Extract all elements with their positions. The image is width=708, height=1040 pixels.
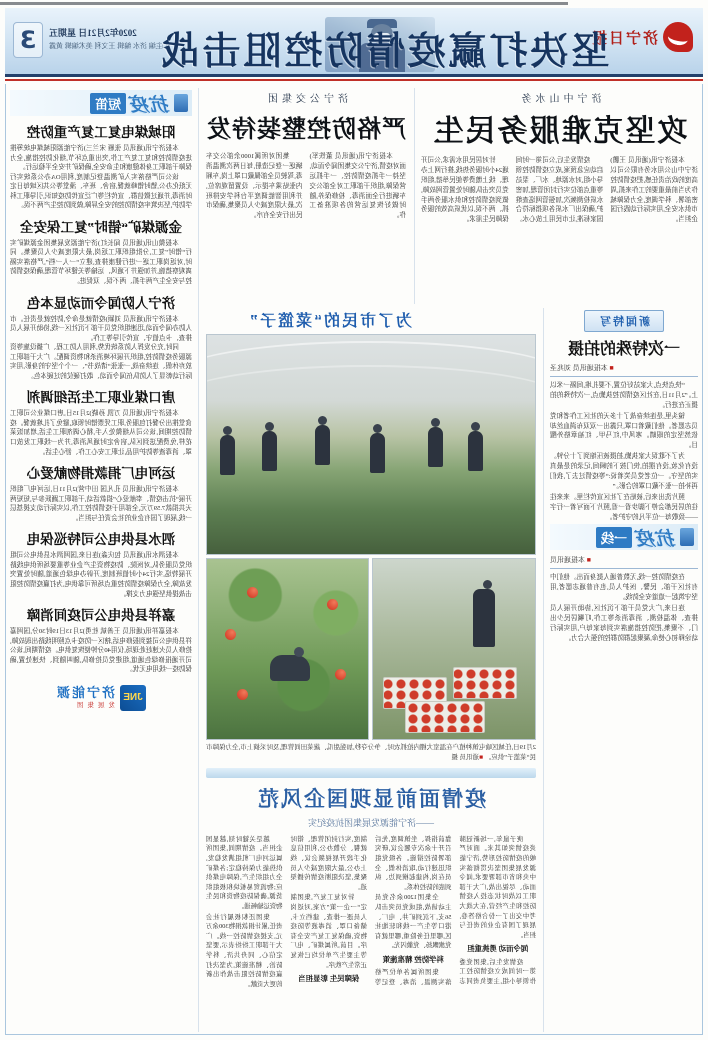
- short-article: [10, 386, 192, 457]
- section-badge-frontline: [550, 524, 698, 550]
- person-silhouette: [370, 433, 385, 473]
- short-body: 本报济宁讯(通讯员 万凯 孙晓)2月15日,唐口煤业公司职工食堂推出分餐打包服务,职工凭票错时领取,避免了扎堆就餐。疫情防控期间,该公司从细微处入手,精心调剂职工生活,增加饭菜花样,免费配送到区队,宿舍定时通风消毒,并为一线职工发放口罩、消毒液等防护用品,让职工安心工作、舒心生活。: [10, 410, 192, 456]
- editor-staff-line: □主编 济水 编辑 王文利 美术编辑 黄露: [49, 42, 167, 51]
- tomato-shape: [238, 689, 249, 700]
- badge-part2: 一线: [596, 527, 632, 548]
- short-body: 本报微山讯(通讯员 闻长红)济宁能源发展集团金源煤矿实行“错时”复工,分批组织职工返岗,最大限度减少人员聚集。同时,对返岗职工逐一进行健康排查,建立“一人一档”,严格落实隔离观察措施,并加强井下通风、运输等关键环节管理,确保疫情防控与安全生产两手抓、两不误、双促进。: [10, 239, 192, 286]
- person-silhouette: [428, 427, 443, 467]
- greenhouse-hoop-shape: [206, 365, 536, 437]
- photo-row: [206, 558, 536, 740]
- energy-logo-name: 济宁能源: [54, 685, 115, 701]
- person-silhouette: [220, 435, 235, 475]
- badge-decoration: [680, 528, 694, 546]
- tomato-crate-shape: [405, 701, 485, 733]
- frontline-byline: [550, 555, 698, 569]
- top-articles-band: [206, 88, 698, 304]
- section-badge-news-feature: 新闻特写: [584, 310, 664, 332]
- short-article: [10, 121, 192, 211]
- short-body: 本报济宁讯(通讯员 刘颖)疫情就是命令,防控就是责任。市人防办闻令而动,迅速组织党员干部下沉社区一线,协助开展人员排查、卡点值守、宣传引导等工作。 同时,充分发挥人防系统优势,利用人防工程、广播设施等资源服务疫情防控,组织开展环境消杀和物资调配。广大干部职工放弃休假、连续奋战,一张张“请战书”、一个个坚守的身影,用实际行动彰显了人防队伍闻令而动、敢打硬仗的过硬本色。: [10, 315, 192, 380]
- short-headline: 运河电厂捐款捐物献爱心: [26, 466, 176, 482]
- feature-headline: 一次特殊的拍摄: [568, 341, 681, 358]
- badge-part1: 抗疫: [635, 528, 676, 550]
- short-article: [10, 604, 192, 675]
- byline-square-icon: ■: [586, 556, 591, 565]
- photo-tomato-crates: [373, 558, 537, 740]
- short-body: 本报泗水讯(通讯员 包庆淼)连日来,国网泗水县供电公司组织党员服务队,对医院、防疫物资生产企业等重要场所供电线路开展特巡,实行24小时值班制度,开辟办电绿色通道,随时处置突发故障,全力保障疫情防控重点场所可靠供电,为打赢疫情防控阻击战提供坚强电力支撑。: [10, 552, 192, 598]
- article-water-utility: [414, 88, 698, 304]
- bottom-article-headline: 疫情面前显现国企风范: [256, 786, 486, 811]
- person-silhouette: [468, 431, 483, 471]
- byline-text: 本报通讯员: [550, 556, 587, 565]
- short-article: [10, 528, 192, 599]
- badge-part2: 短笛: [90, 93, 126, 114]
- left-column: [543, 308, 698, 1032]
- short-headline: 济宁人防闻令而动显本色: [26, 295, 176, 311]
- article-body: 本报济宁讯(通讯员 王鹏)济宁中山公用水务有限公司以高度的政治责任感,把疫情防控作为当前最重要的工作来抓,周密部署、科学调度,全力保障城市供水安全,用实际行动践行国企担当。 疫情发生后,公司第一时间启动应急预案,成立疫情防控领导小组,对水源地、水厂、泵站等重点部位实行封闭管理,加密水质检测频次,加强管网巡查维护,确保出厂水质各项指标符合国家标准,让市民用上放心水。 针对居民用水需求,公司开通24小时服务热线,推行网上办理、线上缴费等便民举措,组织党员突击队随时处置管网故障,做到疫情防控和供水服务两手抓、两不误,以优质高效的服务保障民生需求。: [421, 157, 698, 224]
- short-headline: 嘉祥县供电公司疫间消障: [26, 608, 176, 624]
- tomato-crate-shape: [453, 667, 517, 699]
- short-article: [10, 216, 192, 287]
- masthead-banner: [5, 8, 703, 77]
- short-body: 本报济宁讯(通讯员 张雁 宋兰三)济宁能源阳城煤电统筹推进疫情防控和复工复产工作,突出重点环节,细化防控措施,全力保障干部职工身体健康和生命安全,确保矿井安全平稳运行。 该公司严格落实入矿测温登记制度,利用OA办公系统实行无纸化办公,错时错峰就餐,宿舍、班车、澡堂等公共区域每日定时消毒,并通过微信群、宣传栏等广泛宣传防疫知识,引导职工科学防护,坚决筑牢疫情防控的安全屏障,做到防控生产两不误。: [10, 145, 192, 210]
- article-headline: 严格防控整装待发: [206, 117, 406, 143]
- article-body: 本报济宁讯(通讯员 董铁军)面对疫情,济宁公交集团闻令而动,坚持一手抓疫情防控、一手抓运营保障,组织干部职工对全部公交车辆进行全面消毒、检修保养,随时做好恢复运营的各项准备工作。 集团对所属1000余部公交车辆逐一登记造册,每日两次测温消毒,驾驶员全部佩戴口罩上岗,车厢内张贴乘车提示、设置留观席位,并利用智能调度平台科学安排班次,最大限度减少人员聚集,确保市民出行安全有序。: [206, 153, 406, 220]
- lower-band: [206, 308, 698, 1032]
- page-top-edge: [0, 2, 568, 5]
- byline-square-icon: ■: [609, 364, 614, 372]
- short-headline: 唐口煤业职工生活细调剂: [26, 390, 176, 406]
- badge-part1: 抗疫: [129, 94, 170, 116]
- tomato-shape: [336, 669, 347, 680]
- person-silhouette: [262, 431, 277, 471]
- byline-text: 本报通讯员 刘兆圣: [550, 364, 610, 372]
- section-badge-shorts: [10, 90, 192, 116]
- article-headline: 攻坚克难服务民生: [431, 115, 688, 148]
- short-headline: 金源煤矿“错时”复工保安全: [20, 219, 182, 235]
- article-bus-group: [206, 88, 406, 304]
- badge-decoration: [174, 94, 188, 112]
- energy-logo-text: [55, 686, 115, 709]
- banner-title: 坚决打赢疫情防控阻击战: [158, 31, 610, 73]
- photo-feature-title: 为了市民的“菜篮子”: [248, 313, 413, 330]
- person-crouching-silhouette: [271, 655, 311, 681]
- section-divider-band: [206, 768, 536, 778]
- energy-logo-tagline: 发展集团: [73, 702, 115, 710]
- caption-credit: 通讯员 摄: [451, 753, 480, 761]
- tomato-shape: [226, 629, 237, 640]
- person-silhouette: [473, 589, 495, 647]
- middle-column: [206, 308, 536, 1032]
- short-body: 本报嘉祥讯(通讯员 王善斌 杜勇)2月13日19时30分,国网嘉祥县供电公司接到报修电话,辖区一防疫卡点照明线路出现故障,抢修人员火速赶赴现场,仅用40分钟便恢复供电。疫情期间,该公司开通报修绿色通道,组建党员抢修队,随叫随到、快速处置,确保防疫一线用电无忧。: [10, 628, 192, 674]
- article-kicker: 济宁公交集团: [264, 94, 348, 105]
- short-body: 本报济宁讯(通讯员 孔凡国 田中营)2月11日,运河电厂组织开展“抗击疫情、奉献爱心”捐款活动,干部职工踊跃参与,短短两天共捐款7.59万元,全部用于疫情防控工作,以实际行动支援基层一线,展现了国有企业的社会责任与担当。: [10, 486, 192, 522]
- photo-caption: [206, 743, 536, 763]
- short-headline: 泗水县供电公司特巡保电: [26, 532, 176, 548]
- tomato-shape: [328, 599, 339, 610]
- page-number: 3: [13, 22, 43, 58]
- short-headline: 阳城煤电复工复产重防控: [26, 125, 176, 140]
- bottom-article-body: 庚子鼠年,一场新冠肺炎疫情突如其来。面对严峻的疫情防控形势,济宁能源发展集团坚决贯彻落实中央和省市部署要求,闻令而动、尽锐出战,广大干部职工以战时状态投入疫情防控和生产经营,在大战大考中交出了一份合格答卷,展现了国有企业的责任与担当。 闻令而动 勇挑重担 疫情发生后,集团党委第一时间成立疫情防控工作领导小组,主要负责同志靠前指挥、坐镇调度,先后召开十余次专题会议,研究部署防控措施。各级党组织迅速行动,取消休假、全员在岗,构建起横到边、纵到底的防控体系。 全集团1200余名党员主动请战,组成党员突击队56支,下沉到矿井、电厂、港口等生产一线和驻地社区,哪里任务险重,哪里就有党旗飘扬、党徽闪光。 科学防控 精准施策 集团所属各单位严格落实测温、消毒、登记等制度,实行封闭管理、错时就餐、分散办公,利用信息化手段开展视频会议、线上办公,最大限度减少人员聚集,坚决阻断疫情传播渠道。 针对复工复产,集团制定“一企一策”方案,对返岗人员逐一排查、建档立卡,储备口罩、消毒液等防疫物资,确保复工复产安全有序。目前,所属煤矿、电厂等主要生产单位均已恢复正常生产秩序。 保障民生 彰显担当 越是关键时刻,越显国企担当。疫情期间,集团所属运河电厂机组满发稳发,供热能力保持稳定;各煤矿全力组织生产,保障电煤供应;物流贸易板块积极组织货源,确保防疫物资和民生物资运输畅通。 集团还积极履行社会责任,累计捐款捐物300余万元,支援疫情防控一线。广大干部职工纷纷表示,要坚定信心、同舟共济、科学防治、精准施策,为坚决打赢疫情防控阻击战作出新的更大贡献。: [206, 835, 536, 988]
- photo-tomato-picking: [206, 558, 370, 740]
- main-area: [206, 88, 698, 1032]
- shorts-column: [10, 88, 199, 1032]
- photo-greenhouse-main: [206, 334, 536, 555]
- energy-group-logo: [10, 685, 146, 711]
- energy-logo-icon: JNE: [120, 685, 146, 711]
- paper-name: 济宁日报: [589, 28, 658, 47]
- banner-red-rule: [5, 79, 703, 81]
- person-silhouette: [315, 425, 330, 465]
- bottom-article-subtitle: ——济宁能源发展集团抗疫纪实: [308, 817, 435, 828]
- tomato-shape: [248, 587, 259, 598]
- paper-logo-icon: [663, 22, 693, 52]
- short-article: [10, 462, 192, 523]
- feature-byline: [550, 363, 698, 377]
- caption-text: 2月19日,任城区喻屯镇种植户在温室大棚内抢抓农时、争分夺秒,加强甜瓜、蔬菜田间管理,及时采摘上市,全力保障市民“菜篮子”供应。: [206, 744, 536, 761]
- caption-square-icon: ■: [479, 753, 484, 761]
- issue-date: 2020年2月21日 星期五: [49, 28, 137, 38]
- short-article: [10, 292, 192, 382]
- frontline-body: 在疫情防控一线,无数普通人挺身而出。他们中有社区干部、民警、医护人员,也有普通志愿者,用坚守筑起一道道安全防线。 连日来,广大党员干部下沉社区,协助开展人员排查、体温检测、消毒消杀等工作,叮嘱居民少出门、不聚集,把防控措施落实到每家每户,用实际行动诠释初心使命,凝聚起群防群控的强大合力。: [550, 574, 698, 642]
- feature-body: “快点快点,大家站好位置,不要扎堆,间隔一米以上。”2月11日,在社区疫情防控执勤点,一次特殊的拍摄正在进行。 镜头里,是连续奋战了十多天的社区工作者和党员志愿者。他们戴着口罩,只露出一双双布满血丝却依然坚定的眼睛。寒风中,红马甲、红袖章格外醒目。 为了不耽误大家执勤,拍摄被压缩到了十分钟。没有化妆,没有摆拍,快门按下的瞬间,记录的是最真实的坚守。一位老党员笑着说:“等疫情过去了,我们再补拍一张不戴口罩的合影。” 照片洗出来后,被贴在了社区宣传栏里。来来往往的居民都会停下脚步看一看,照片下面写着一行字——致敬每一位平凡的守护者。: [550, 382, 698, 521]
- article-kicker: 济宁中山水务: [517, 94, 602, 105]
- content-frame: [5, 84, 703, 1035]
